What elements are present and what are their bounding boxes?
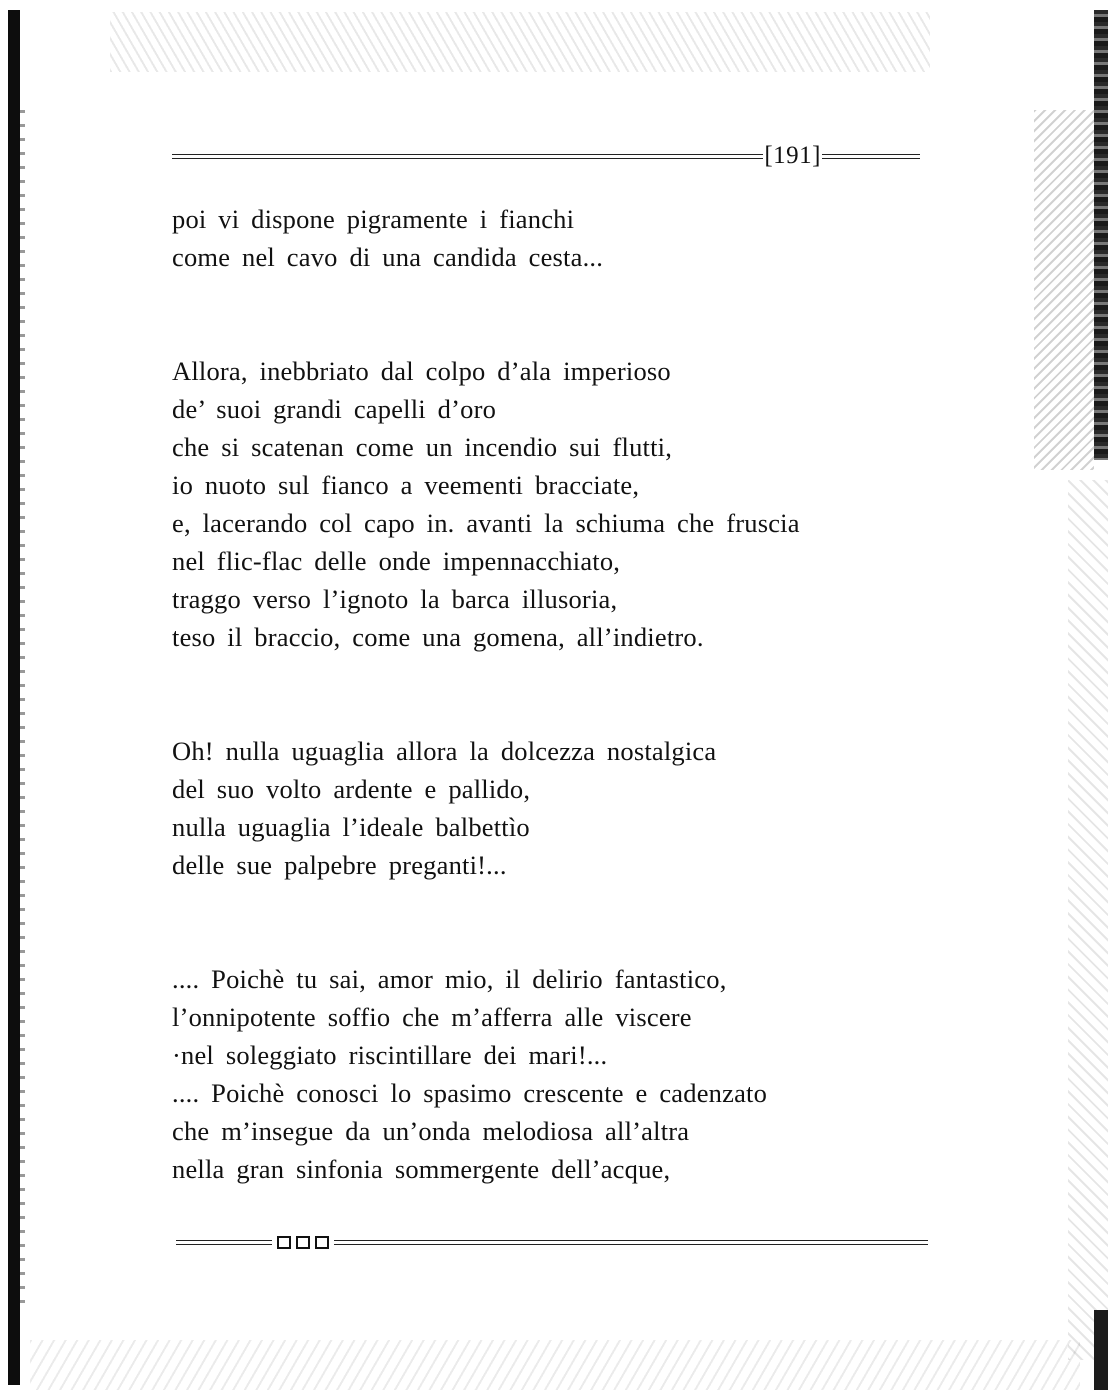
verse-line: .... Poichè tu sai, amor mio, il delirio fantastico,: [172, 964, 727, 994]
ornament-square-icon: [296, 1236, 310, 1249]
scan-noise-top: [110, 12, 930, 72]
ornament-square-icon: [277, 1236, 291, 1249]
footer-ornament: [272, 1236, 334, 1249]
scan-right-edge-noise-lower: [1068, 480, 1108, 1360]
scan-right-edge-bottom-shadow: [1094, 1310, 1108, 1390]
verse-line: delle sue palpebre preganti!...: [172, 850, 507, 880]
scan-right-edge-noise: [1034, 110, 1094, 470]
stanza-gap: [172, 656, 912, 732]
verse-line: .... Poichè conosci lo spasimo crescente e cadenzato: [172, 1078, 768, 1108]
header-double-line-left: [172, 154, 763, 159]
stanza-2: [172, 352, 912, 656]
verse-line: che si scatenan come un incendio sui flutti,: [172, 432, 673, 462]
scan-left-edge-shadow: [8, 10, 20, 1385]
scan-right-edge-shadow: [1094, 10, 1108, 460]
verse-line: poi vi dispone pigramente i fianchi: [172, 204, 575, 234]
scan-left-edge-fray: [20, 110, 25, 1310]
verse-line: che m’insegue da un’onda melodiosa all’altra: [172, 1116, 690, 1146]
poem-body: [172, 200, 912, 1188]
stanza-gap: [172, 276, 912, 352]
verse-line: ·nel soleggiato riscintillare dei mari!...: [172, 1040, 608, 1070]
verse-line: traggo verso l’ignoto la barca illusoria,: [172, 584, 618, 614]
verse-line: nella gran sinfonia sommergente dell’acque,: [172, 1154, 671, 1184]
stanza-gap: [172, 884, 912, 960]
verse-line: Oh! nulla uguaglia allora la dolcezza nostalgica: [172, 736, 717, 766]
stanza-4: [172, 960, 912, 1188]
verse-line: de’ suoi grandi capelli d’oro: [172, 394, 497, 424]
verse-line: teso il braccio, come una gomena, all’indietro.: [172, 622, 704, 652]
page-number: [191]: [764, 142, 821, 169]
verse-line: io nuoto sul fianco a veementi bracciate,: [172, 470, 640, 500]
verse-line: e, lacerando col capo in. avanti la schiuma che fruscia: [172, 508, 800, 538]
header-double-line-right: [822, 154, 920, 159]
page-footer-rule: [176, 1232, 928, 1252]
stanza-1: [172, 200, 912, 276]
footer-double-line-left: [176, 1240, 272, 1245]
ornament-square-icon: [315, 1236, 329, 1249]
footer-double-line-right: [334, 1240, 928, 1245]
verse-line: del suo volto ardente e pallido,: [172, 774, 531, 804]
verse-line: come nel cavo di una candida cesta...: [172, 242, 604, 272]
scan-noise-bottom: [30, 1340, 1080, 1390]
verse-line: Allora, inebbriato dal colpo d’ala imperioso: [172, 356, 671, 386]
stanza-3: [172, 732, 912, 884]
page-header-rule: [172, 144, 920, 168]
verse-line: nel flic-flac delle onde impennacchiato,: [172, 546, 621, 576]
verse-line: nulla uguaglia l’ideale balbettìo: [172, 812, 530, 842]
verse-line: l’onnipotente soffio che m’afferra alle viscere: [172, 1002, 692, 1032]
